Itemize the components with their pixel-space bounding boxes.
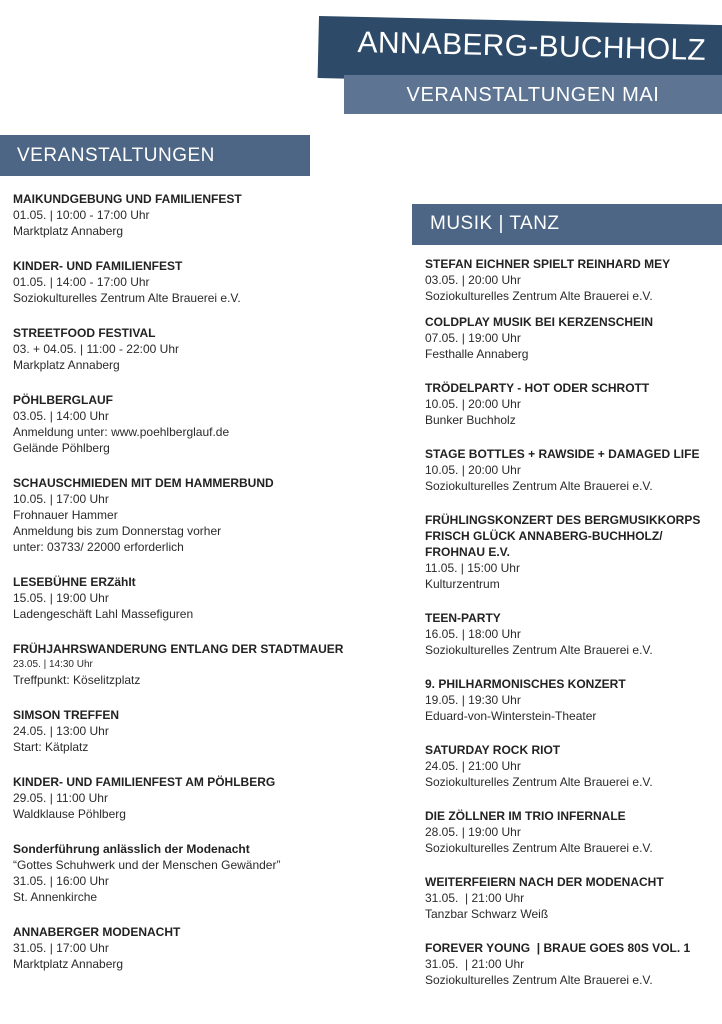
event-title: TEEN-PARTY [425,611,501,625]
event-subtitle: “Gottes Schuhwerk und der Menschen Gewänder” [13,858,281,872]
section-heading-musik-tanz: MUSIK | TANZ [412,204,722,245]
event-title: FRÜHJAHRSWANDERUNG ENTLANG DER STADTMAUER [13,642,344,656]
event-location: Bunker Buchholz [425,413,516,427]
event-item [425,742,722,790]
event-location: Treffpunkt: Köselitzplatz [13,673,141,687]
event-location: Markplatz Annaberg [13,358,120,372]
event-location: Soziokulturelles Zentrum Alte Brauerei e.V. [425,643,653,657]
event-date: 23.05. | 14:30 Uhr [13,659,93,670]
event-title: STAGE BOTTLES + RAWSIDE + DAMAGED LIFE [425,447,700,461]
event-title: FRÜHLINGSKONZERT DES BERGMUSIKKORPS FRISCH GLÜCK ANNABERG-BUCHHOLZ/ FROHNAU E.V. [425,513,701,559]
event-item [425,380,722,428]
event-title: ANNABERGER MODENACHT [13,925,181,939]
event-location: Soziokulturelles Zentrum Alte Brauerei e.V. [425,841,653,855]
event-item [425,610,722,658]
event-item [425,314,722,362]
events-list-right [425,256,722,1006]
event-date: 24.05. | 13:00 Uhr [13,724,109,738]
event-location: St. Annenkirche [13,890,98,904]
event-item [13,392,408,456]
event-location: Soziokulturelles Zentrum Alte Brauerei e.V. [425,289,653,303]
event-title: TRÖDELPARTY - HOT ODER SCHROTT [425,381,650,395]
event-title: STREETFOOD FESTIVAL [13,326,156,340]
event-item [13,641,408,688]
event-location: Start: Kätplatz [13,740,89,754]
event-title: WEITERFEIERN NACH DER MODENACHT [425,875,664,889]
event-item [13,707,408,755]
event-item [13,325,408,373]
event-item [13,574,408,622]
event-item [425,676,722,724]
event-item [425,808,722,856]
event-title: LESEBÜHNE ERZähIt [13,575,136,589]
event-item [13,258,408,306]
event-title: Sonderführung anlässlich der Modenacht [13,842,250,856]
event-location: Tanzbar Schwarz Weiß [425,907,549,921]
event-date: 03.05. | 14:00 Uhr [13,409,109,423]
events-list-left [13,191,408,991]
event-title: PÖHLBERGLAUF [13,393,113,407]
event-item [13,475,408,555]
event-date: 07.05. | 19:00 Uhr [425,331,521,345]
event-date: 31.05. | 21:00 Uhr [425,957,525,971]
event-location: Frohnauer Hammer [13,508,118,522]
event-title: SCHAUSCHMIEDEN MIT DEM HAMMERBUND [13,476,274,490]
event-item [425,256,722,304]
event-item [13,774,408,822]
event-title: KINDER- UND FAMILIENFEST AM PÖHLBERG [13,775,276,789]
event-location: Marktplatz Annaberg [13,957,124,971]
event-date: 10.05. | 17:00 Uhr [13,492,109,506]
event-info: Anmeldung unter: www.poehlberglauf.de [13,425,230,439]
event-title: FOREVER YOUNG | BRAUE GOES 80S VOL. 1 [425,941,691,955]
event-item [13,924,408,972]
event-date: 10.05. | 20:00 Uhr [425,463,521,477]
event-location: Kulturzentrum [425,577,500,591]
event-date: 31.05. | 17:00 Uhr [13,941,109,955]
event-title: DIE ZÖLLNER IM TRIO INFERNALE [425,809,626,823]
event-item [425,446,722,494]
event-date: 11.05. | 15:00 Uhr [425,561,520,575]
event-date: 31.05. | 21:00 Uhr [425,891,525,905]
event-location: Soziokulturelles Zentrum Alte Brauerei e.V. [425,775,653,789]
event-item [425,874,722,922]
event-date: 01.05. | 14:00 - 17:00 Uhr [13,275,150,289]
page-title: ANNABERG-BUCHHOLZ [357,26,707,67]
section-heading-veranstaltungen: VERANSTALTUNGEN [0,135,310,176]
event-title: STEFAN EICHNER SPIELT REINHARD MEY [425,257,671,271]
event-date: 01.05. | 10:00 - 17:00 Uhr [13,208,150,222]
event-info: Anmeldung bis zum Donnerstag vorher [13,524,222,538]
event-title: COLDPLAY MUSIK BEI KERZENSCHEIN [425,315,654,329]
page-subtitle: VERANSTALTUNGEN MAI [406,84,660,106]
event-date: 10.05. | 20:00 Uhr [425,397,521,411]
event-location: Soziokulturelles Zentrum Alte Brauerei e.V. [425,973,653,987]
event-item [13,841,408,905]
event-date: 19.05. | 19:30 Uhr [425,693,521,707]
event-location: Soziokulturelles Zentrum Alte Brauerei e.V. [425,479,653,493]
event-item [13,191,408,239]
event-location: Marktplatz Annaberg [13,224,124,238]
event-title: KINDER- UND FAMILIENFEST [13,259,183,273]
event-location: Eduard-von-Winterstein-Theater [425,709,597,723]
event-item [425,512,722,592]
event-title: SATURDAY ROCK RIOT [425,743,561,757]
event-title: 9. PHILHARMONISCHES KONZERT [425,677,626,691]
event-location: Festhalle Annaberg [425,347,529,361]
event-date: 03.05. | 20:00 Uhr [425,273,521,287]
event-date: 15.05. | 19:00 Uhr [13,591,109,605]
event-title: MAIKUNDGEBUNG UND FAMILIENFEST [13,192,242,206]
event-date: 03. + 04.05. | 11:00 - 22:00 Uhr [13,342,180,356]
event-date: 24.05. | 21:00 Uhr [425,759,521,773]
event-location: Ladengeschäft Lahl Massefiguren [13,607,194,621]
event-title: SIMSON TREFFEN [13,708,120,722]
event-info: unter: 03733/ 22000 erforderlich [13,540,184,554]
event-location: Waldklause Pöhlberg [13,807,126,821]
event-date: 31.05. | 16:00 Uhr [13,874,109,888]
event-date: 29.05. | 11:00 Uhr [13,791,108,805]
event-date: 28.05. | 19:00 Uhr [425,825,521,839]
event-location: Soziokulturelles Zentrum Alte Brauerei e.V. [13,291,241,305]
event-location: Gelände Pöhlberg [13,441,110,455]
event-item [425,940,722,988]
event-date: 16.05. | 18:00 Uhr [425,627,521,641]
